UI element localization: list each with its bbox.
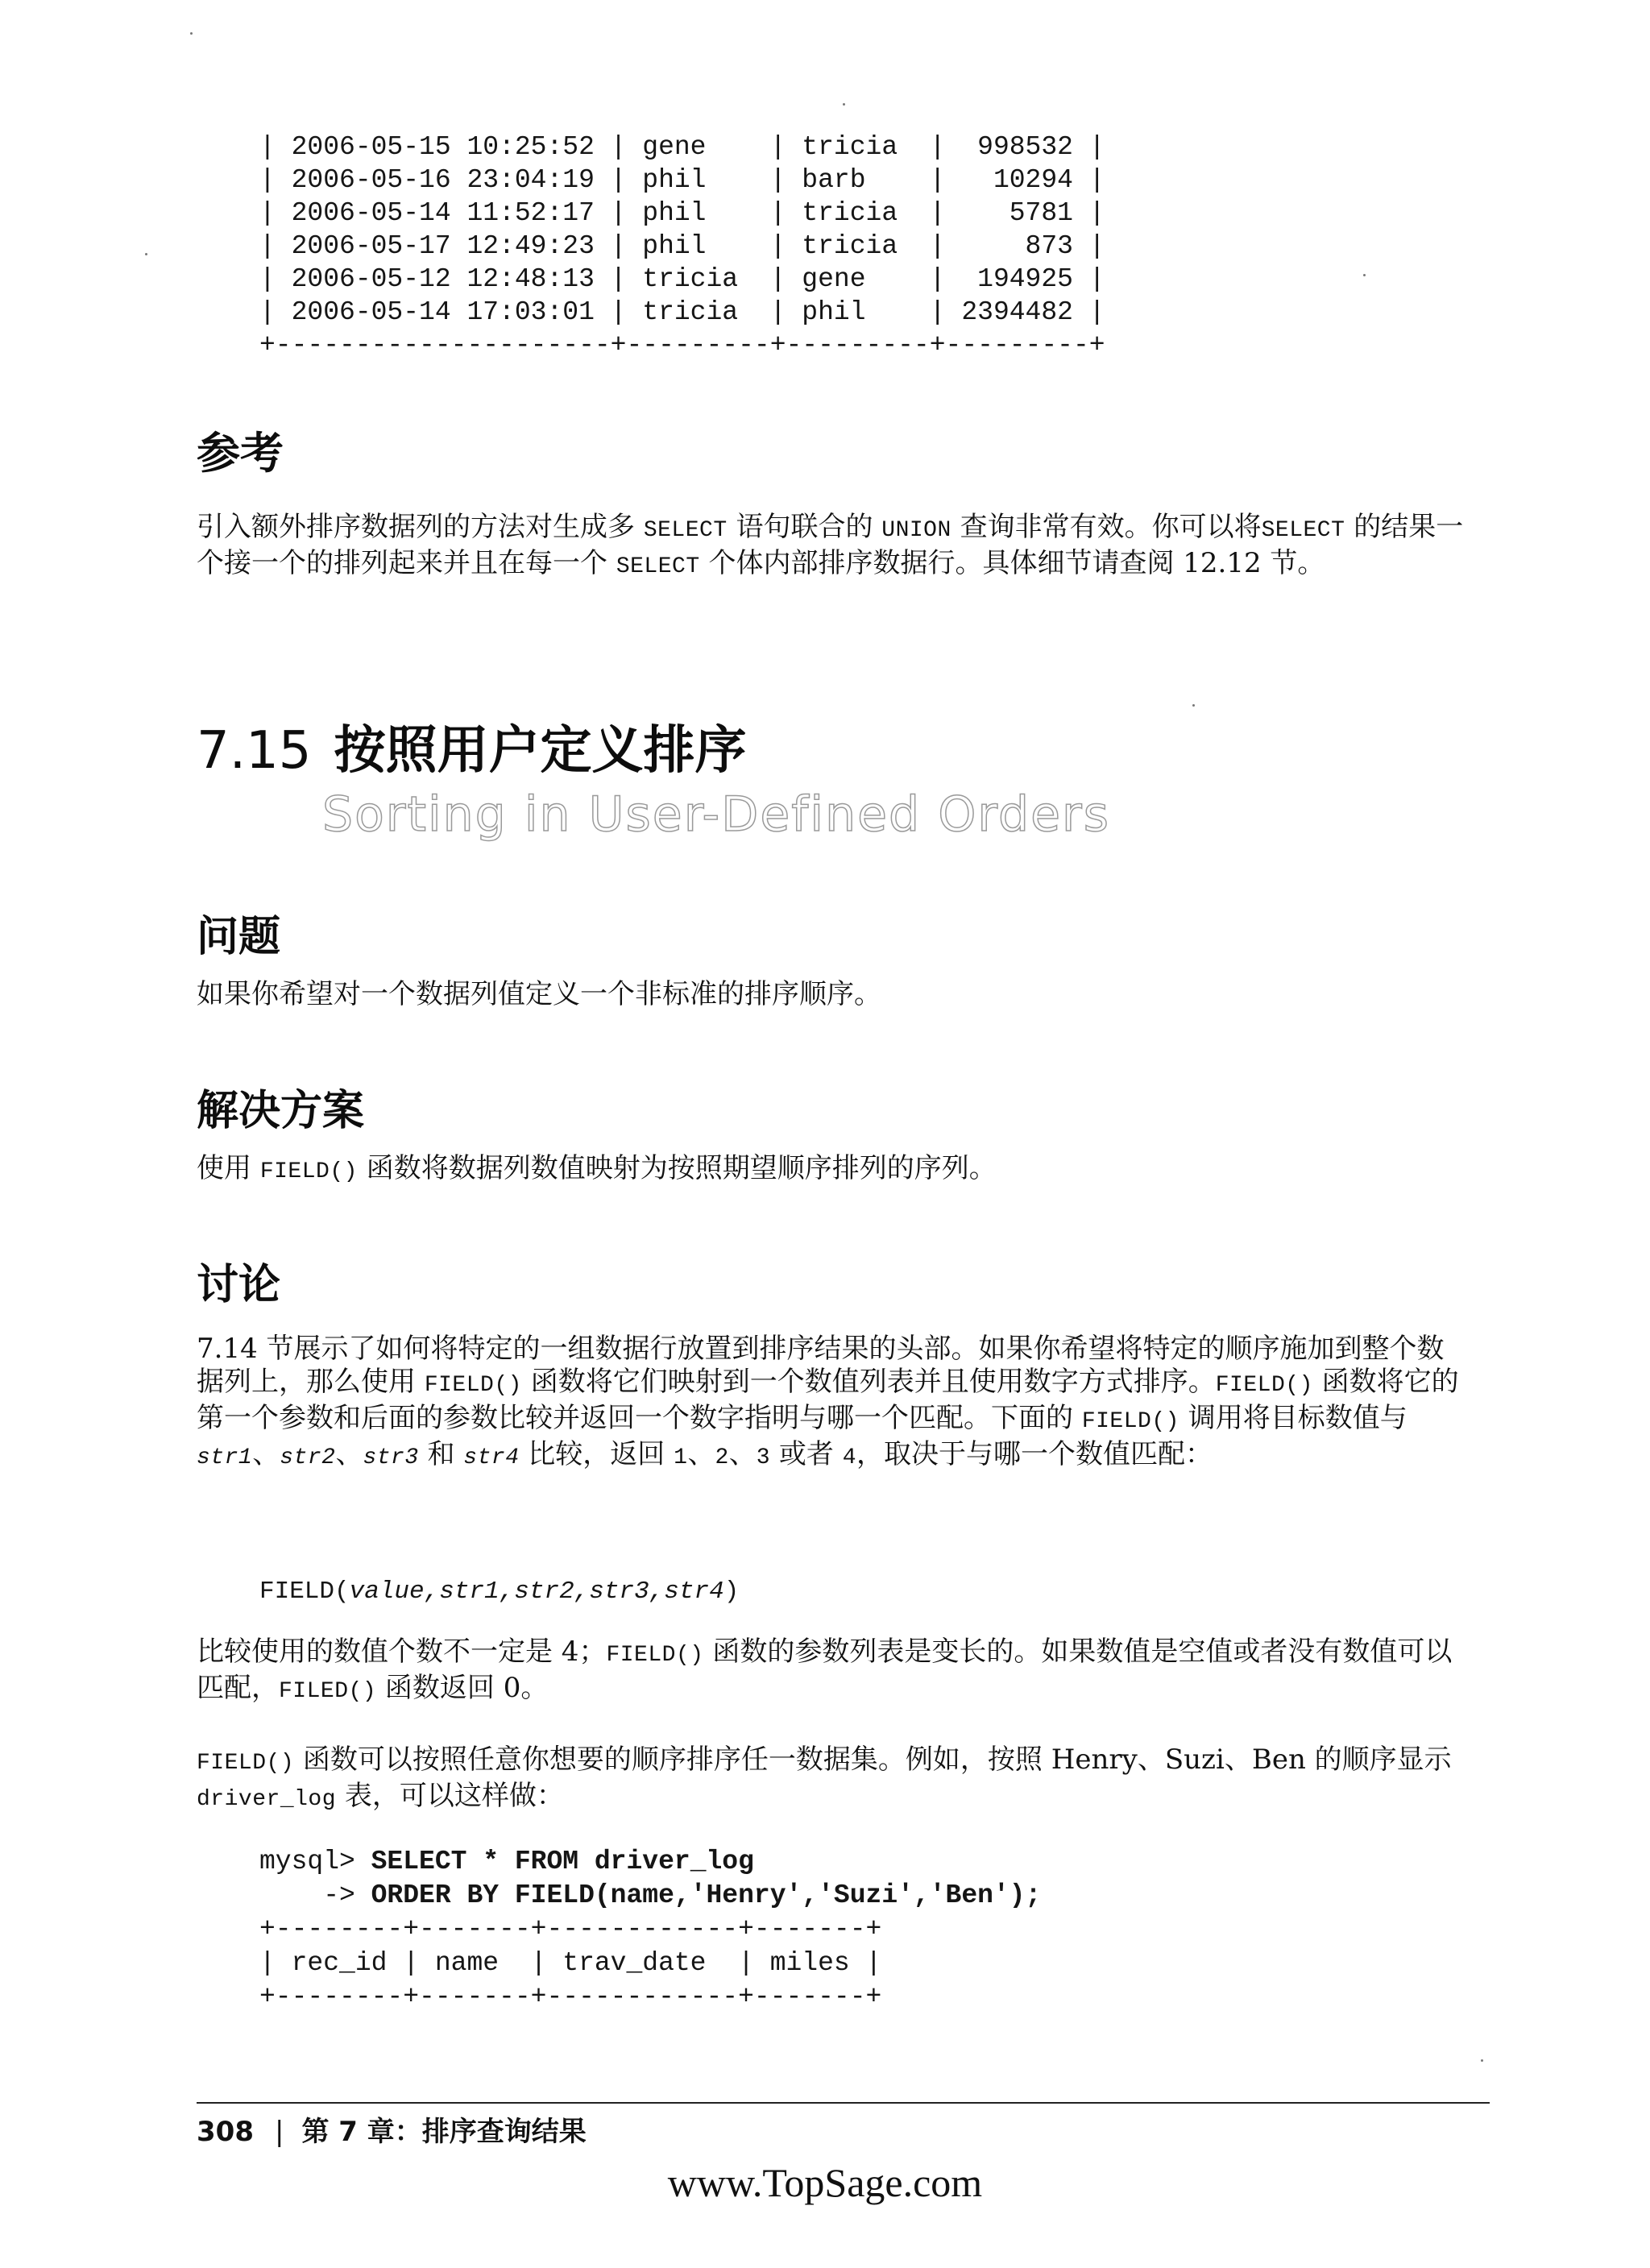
solution-paragraph: 使用 FIELD() 函数将数据列数值映射为按照期望顺序排列的序列。 bbox=[197, 1152, 997, 1184]
section-number: 7.15 bbox=[197, 721, 312, 781]
sql-statement-line-1: SELECT * FROM driver_log bbox=[371, 1847, 754, 1876]
table-row: | 2006-05-14 11:52:17 | phil | tricia | 5781 | bbox=[259, 198, 1105, 228]
page-footer bbox=[197, 2109, 587, 2149]
scan-speck bbox=[1192, 704, 1195, 707]
sql-statement-line-2: ORDER BY FIELD(name,'Henry','Suzi','Ben'); bbox=[371, 1880, 1042, 1910]
table-border: +--------+-------+------------+-------+ bbox=[259, 1914, 882, 1944]
scan-speck bbox=[145, 253, 147, 255]
discussion-paragraph-2: 比较使用的数值个数不一定是 4；FIELD() 函数的参数列表是变长的。如果数值是空值或者没有数值可以匹配，FILED() 函数返回 0。 bbox=[197, 1636, 1453, 1704]
problem-paragraph: 如果你希望对一个数据列值定义一个非标准的排序顺序。 bbox=[197, 978, 881, 1010]
table-row: | 2006-05-17 12:49:23 | phil | tricia | 873 | bbox=[259, 231, 1105, 261]
section-title bbox=[197, 709, 747, 783]
sql-example-code: mysql> SELECT * FROM driver_log -> ORDER BY FIELD(name,'Henry','Suzi','Ben'); +--------+-------+------------+-------+ | rec_id | name | trav_date | miles | +--------+-------+------------+-------+ bbox=[259, 1847, 1042, 2012]
solution-heading: 解决方案 bbox=[197, 1087, 365, 1135]
table-row: | 2006-05-12 12:48:13 | tricia | gene | 194925 | bbox=[259, 264, 1105, 294]
table-row: | 2006-05-15 10:25:52 | gene | tricia | 998532 | bbox=[259, 132, 1105, 162]
see-also-heading: 参考 bbox=[197, 428, 284, 479]
scan-speck bbox=[1363, 274, 1366, 276]
footer-rule bbox=[197, 2102, 1490, 2104]
section-subtitle: Sorting in User-Defined Orders bbox=[322, 786, 1110, 843]
table-border: +---------------------+---------+---------+---------+ bbox=[259, 330, 1105, 360]
website-watermark: www.TopSage.com bbox=[667, 2160, 983, 2205]
see-also-paragraph: 引入额外排序数据列的方法对生成多 SELECT 语句联合的 UNION 查询非常有效。你可以将SELECT 的结果一个接一个的排列起来并且在每一个 SELECT 个体内部排序数据行。具体细节请查阅 12.12 节。 bbox=[197, 511, 1464, 579]
discussion-heading: 讨论 bbox=[197, 1261, 281, 1309]
chapter-title: 第 7 章：排序查询结果 bbox=[301, 2116, 587, 2148]
scan-speck bbox=[843, 103, 845, 106]
table-border: +--------+-------+------------+-------+ bbox=[259, 1982, 882, 2012]
scan-speck bbox=[1481, 2059, 1483, 2062]
table-row: | 2006-05-14 17:03:01 | tricia | phil | 2394482 | bbox=[259, 297, 1105, 327]
query-result-table bbox=[259, 131, 1105, 362]
discussion-paragraph-3: FIELD() 函数可以按照任意你想要的顺序排序任一数据集。例如，按照 Henry、Suzi、Ben 的顺序显示 driver_log 表，可以这样做： bbox=[197, 1743, 1452, 1812]
section-title-text: 按照用户定义排序 bbox=[334, 721, 747, 781]
table-header-row: | rec_id | name | trav_date | miles | bbox=[259, 1948, 882, 1978]
table-row: | 2006-05-16 23:04:19 | phil | barb | 10294 | bbox=[259, 165, 1105, 195]
footer-separator: | bbox=[274, 2116, 284, 2148]
scan-speck bbox=[190, 32, 193, 35]
problem-heading: 问题 bbox=[197, 913, 281, 961]
page-number: 308 bbox=[197, 2116, 254, 2148]
discussion-paragraph-1: 7.14 节展示了如何将特定的一组数据行放置到排序结果的头部。如果你希望将特定的顺序施加到整个数据列上，那么使用 FIELD() 函数将它们映射到一个数值列表并且使用数字方式排序。FIELD() 函数将它的第一个参数和后面的参数比较并返回一个数字指明与哪一个匹配。下面的 FIELD() 调用将目标数值与 str1、str2、str3 和 str4 比较，返回 1、2、3 或者 4，取决于与哪一个数值匹配： bbox=[197, 1333, 1459, 1470]
field-syntax-code: FIELD(value,str1,str2,str3,str4) bbox=[259, 1578, 740, 1606]
